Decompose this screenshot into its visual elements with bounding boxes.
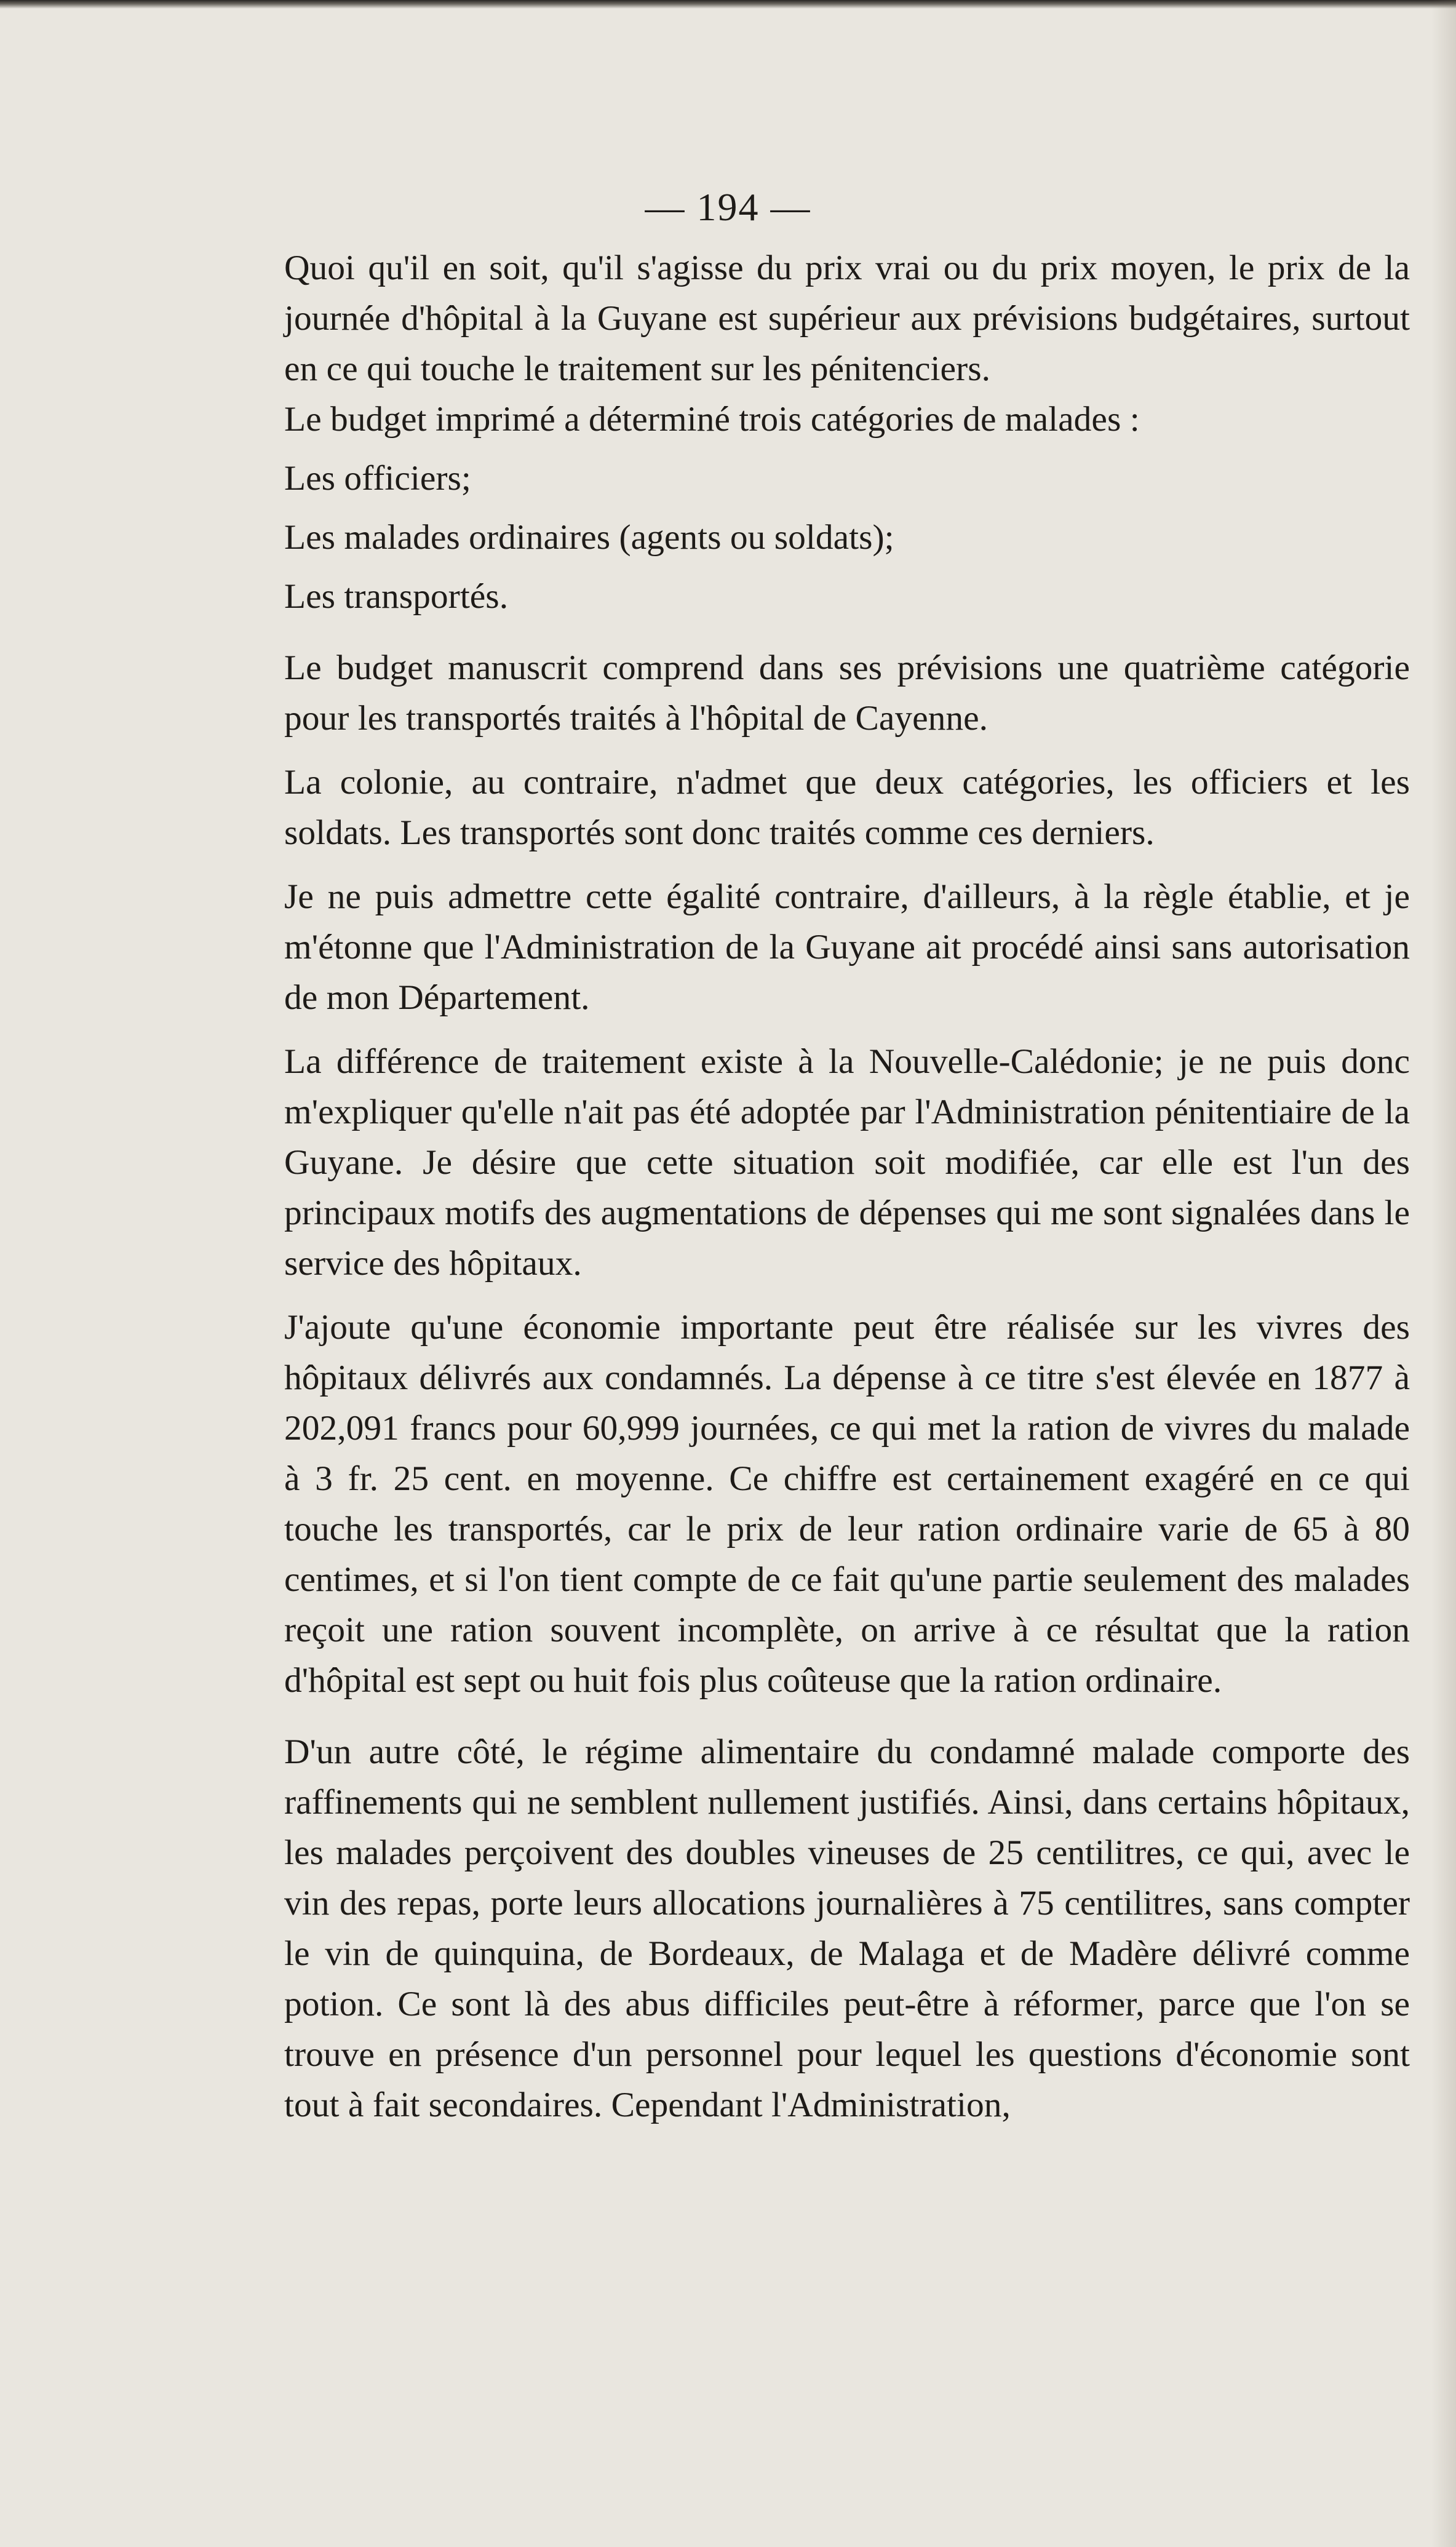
paragraph-vivres: J'ajoute qu'une économie importante peut être réalisée sur les vivres des hôpitaux délivrés aux condamnés. La dépense à ce titre s'est élevée en 1877 à 202,091 francs pour 60,999 journées, ce qui met la ration de vivres du malade à 3 fr. 25 cent. en moyenne. Ce chiffre est certainement exagéré en ce qui touche les transportés, car le prix de leur ration ordinaire varie de 65 à 80 centimes, et si l'on tient compte de ce fait qu'une partie seulement des malades reçoit une ration souvent incomplète, on arrive à ce résultat que la ration d'hôpital est sept ou huit fois plus coûteuse que la ration ordinaire. [284, 1308, 1410, 1700]
page-binding-shadow [1431, 0, 1456, 2547]
paragraph-budget-imprime: Le budget imprimé a déterminé trois catégories de malades : [284, 400, 1140, 439]
page-top-edge [0, 0, 1456, 9]
paragraph-budget-manuscrit: Le budget manuscrit comprend dans ses prévisions une quatrième catégorie pour les transportés traités à l'hôpital de Cayenne. [284, 648, 1410, 738]
paragraph-colonie: La colonie, au contraire, n'admet que deux catégories, les officiers et les soldats. Les transportés sont donc traités comme ces derniers. [284, 763, 1410, 852]
paragraph-prix-journee: Quoi qu'il en soit, qu'il s'agisse du prix vrai ou du prix moyen, le prix de la journée d'hôpital à la Guyane est supérieur aux prévisions budgétaires, surtout en ce qui touche le traitement sur les pénitenciers. [284, 249, 1410, 388]
list-item-officiers: Les officiers; [284, 459, 471, 498]
page-number: — 194 — [645, 185, 811, 229]
page-body [284, 243, 1410, 2130]
paragraph-regime-alimentaire: D'un autre côté, le régime alimentaire du condamné malade comporte des raffinements qui ne semblent nullement justifiés. Ainsi, dans certains hôpitaux, les malades perçoivent des doubles vineuses de 25 centilitres, ce qui, avec le vin des repas, porte leurs allocations journalières à 75 centilitres, sans compter le vin de quinquina, de Bordeaux, de Malaga et de Madère délivré comme potion. Ce sont là des abus difficiles peut-être à réformer, parce que l'on se trouve en présence d'un personnel pour lequel les questions d'économie sont tout à fait secondaires. Cependant l'Administration, [284, 1732, 1410, 2124]
paragraph-egalite: Je ne puis admettre cette égalité contraire, d'ailleurs, à la règle établie, et je m'étonne que l'Administration de la Guyane ait procédé ainsi sans autorisation de mon Département. [284, 877, 1410, 1017]
list-item-transportes: Les transportés. [284, 577, 509, 616]
paragraph-nouvelle-caledonie: La différence de traitement existe à la Nouvelle-Calédonie; je ne puis donc m'expliquer qu'elle n'ait pas été adoptée par l'Administration pénitentiaire de la Guyane. Je désire que cette situation soit modifiée, car elle est l'un des principaux motifs des augmentations de dépenses qui me sont signalées dans le service des hôpitaux. [284, 1042, 1410, 1283]
list-item-malades-ordinaires: Les malades ordinaires (agents ou soldats); [284, 518, 894, 557]
